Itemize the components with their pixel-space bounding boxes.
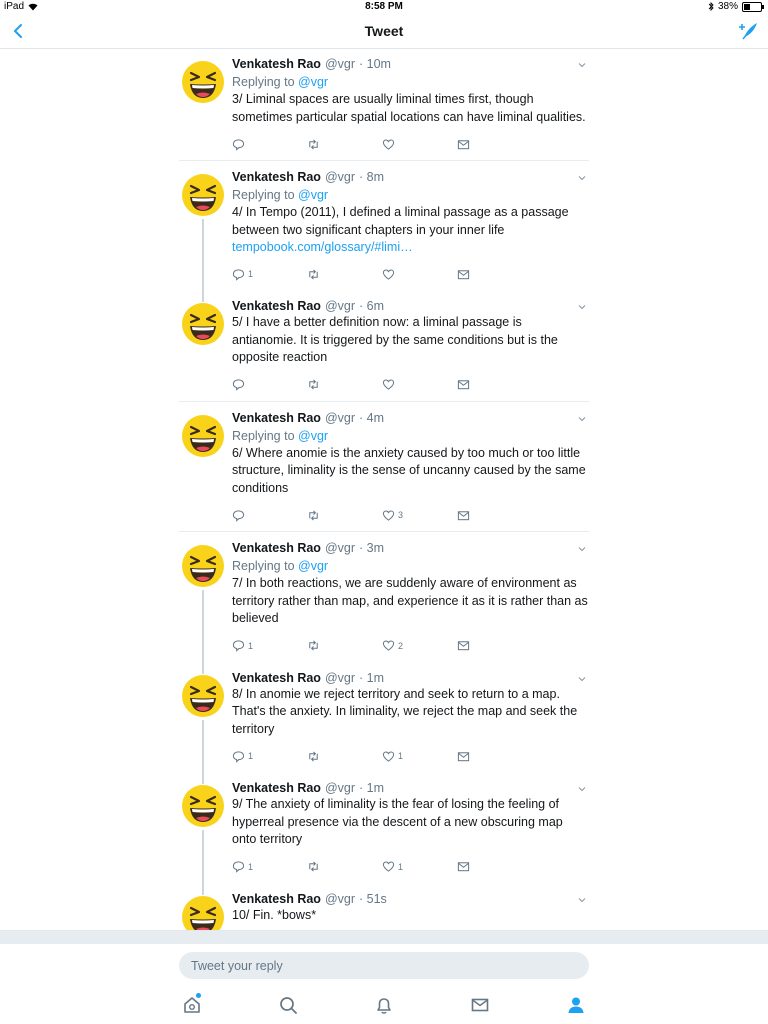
like-button[interactable] xyxy=(382,268,457,281)
reply-button[interactable] xyxy=(232,378,307,391)
tweet[interactable] xyxy=(179,662,589,773)
replying-to xyxy=(232,427,589,445)
reply-input[interactable] xyxy=(179,952,589,979)
retweet-icon xyxy=(307,509,320,522)
avatar[interactable] xyxy=(181,173,225,217)
tweet[interactable] xyxy=(179,290,589,402)
like-button[interactable] xyxy=(382,639,457,652)
retweet-button[interactable] xyxy=(307,378,382,391)
envelope-icon xyxy=(457,268,470,281)
tweet-time: · 1m xyxy=(359,670,384,685)
reply-icon xyxy=(232,750,245,763)
retweet-button[interactable] xyxy=(307,509,382,522)
avatar[interactable] xyxy=(181,544,225,588)
profile-icon[interactable] xyxy=(565,994,587,1016)
heart-icon xyxy=(382,378,395,391)
tweet-actions xyxy=(232,264,589,284)
tweet-time: · 51s xyxy=(359,891,387,906)
author-handle[interactable]: @vgr xyxy=(324,781,355,795)
tweet-actions xyxy=(232,134,589,154)
replying-mention[interactable]: @vgr xyxy=(298,428,329,443)
direct-message-button[interactable] xyxy=(457,268,532,281)
author-name[interactable]: Venkatesh Rao xyxy=(232,170,321,184)
like-count: 1 xyxy=(398,751,404,761)
status-bar xyxy=(0,0,768,14)
direct-message-button[interactable] xyxy=(457,378,532,391)
retweet-button[interactable] xyxy=(307,268,382,281)
reply-icon xyxy=(232,378,245,391)
reply-button[interactable] xyxy=(232,268,307,281)
device-label: iPad xyxy=(4,1,25,12)
tweet-actions xyxy=(232,636,589,656)
tweet-time: · 10m xyxy=(359,57,391,71)
envelope-icon xyxy=(457,639,470,652)
author-handle[interactable]: @vgr xyxy=(324,410,355,425)
author-handle[interactable]: @vgr xyxy=(324,170,355,184)
like-count: 2 xyxy=(398,640,404,651)
new-tweets-dot xyxy=(196,993,201,998)
author-name[interactable]: Venkatesh Rao xyxy=(232,541,321,555)
replying-label: Replying to xyxy=(232,428,299,443)
envelope-icon xyxy=(457,138,470,151)
tweet-text: 5/ I have a better definition now: a liminal passage is antianomie. It is triggered by the same conditions but is the opposite reaction xyxy=(232,315,562,364)
tweet-actions xyxy=(232,375,589,395)
tweet-time: · 3m xyxy=(359,541,384,555)
author-name[interactable]: Venkatesh Rao xyxy=(232,57,321,71)
clock: 8:58 PM xyxy=(365,1,403,12)
like-button[interactable] xyxy=(382,378,457,391)
tweet-text: 3/ Liminal spaces are usually liminal times first, though sometimes particular spatial locations can have liminal qualities. xyxy=(232,92,586,124)
retweet-icon xyxy=(307,860,320,873)
reply-icon xyxy=(232,138,245,151)
retweet-button[interactable] xyxy=(307,860,382,873)
chevron-down-icon[interactable] xyxy=(577,414,587,424)
direct-message-button[interactable] xyxy=(457,509,532,522)
tweet[interactable] xyxy=(179,161,589,290)
author-handle[interactable]: @vgr xyxy=(324,57,355,71)
heart-icon xyxy=(382,639,395,652)
tweet-time: · 4m xyxy=(359,410,384,425)
retweet-button[interactable] xyxy=(307,750,382,763)
replying-to xyxy=(232,186,589,204)
envelope-icon xyxy=(457,378,470,391)
tweet[interactable] xyxy=(179,48,589,161)
envelope-icon xyxy=(457,509,470,522)
bluetooth-icon xyxy=(708,2,714,11)
replying-label: Replying to xyxy=(232,75,299,89)
like-button[interactable] xyxy=(382,138,457,151)
chevron-down-icon[interactable] xyxy=(577,784,587,794)
reply-count: 1 xyxy=(248,269,254,279)
search-icon[interactable] xyxy=(277,994,299,1016)
retweet-button[interactable] xyxy=(307,138,382,151)
retweet-icon xyxy=(307,639,320,652)
heart-icon xyxy=(382,750,395,763)
direct-message-button[interactable] xyxy=(457,750,532,763)
author-handle[interactable]: @vgr xyxy=(324,541,355,555)
reply-icon xyxy=(232,268,245,281)
envelope-icon xyxy=(457,860,470,873)
envelope-icon xyxy=(457,750,470,763)
direct-message-button[interactable] xyxy=(457,639,532,652)
tweet-time: · 1m xyxy=(359,781,384,795)
chevron-down-icon[interactable] xyxy=(577,895,587,905)
direct-message-button[interactable] xyxy=(457,138,532,151)
heart-icon xyxy=(382,509,395,522)
author-name[interactable]: Venkatesh Rao xyxy=(232,410,321,425)
reply-icon xyxy=(232,639,245,652)
tweet-text: 4/ In Tempo (2011), I defined a liminal passage as a passage between two significant chapters in your inner life xyxy=(232,205,573,237)
replying-to xyxy=(232,73,589,91)
reply-icon xyxy=(232,509,245,522)
avatar[interactable] xyxy=(181,60,225,104)
reply-count: 1 xyxy=(248,640,254,651)
reply-button[interactable] xyxy=(232,509,307,522)
like-count: 3 xyxy=(398,510,404,520)
battery-icon xyxy=(742,2,762,12)
like-count: 1 xyxy=(398,861,404,872)
retweet-icon xyxy=(307,378,320,391)
reply-button[interactable] xyxy=(232,138,307,151)
retweet-icon xyxy=(307,750,320,763)
battery-percent: 38% xyxy=(717,1,738,12)
tweet-time: · 8m xyxy=(359,170,384,184)
heart-icon xyxy=(382,138,395,151)
tweet-thread xyxy=(179,48,592,958)
chevron-down-icon[interactable] xyxy=(577,302,587,312)
reply-count: 1 xyxy=(248,861,254,872)
author-name[interactable]: Venkatesh Rao xyxy=(232,670,321,685)
reply-button[interactable] xyxy=(232,639,307,652)
tweet-time: · 6m xyxy=(359,299,384,313)
tweet[interactable] xyxy=(179,532,592,662)
author-handle[interactable]: @vgr xyxy=(324,891,355,906)
chevron-down-icon[interactable] xyxy=(577,544,587,554)
page-title: Tweet xyxy=(364,23,404,39)
tab-bar xyxy=(0,986,768,1024)
heart-icon xyxy=(382,268,395,281)
direct-message-button[interactable] xyxy=(457,860,532,873)
chevron-down-icon[interactable] xyxy=(577,674,587,684)
navigation-bar xyxy=(0,14,768,49)
notifications-bell-icon[interactable] xyxy=(373,994,395,1016)
replying-mention[interactable]: @vgr xyxy=(298,188,329,202)
like-button[interactable] xyxy=(382,750,457,763)
tweet-text: 8/ In anomie we reject territory and seek to return to a map. That's the anxiety. In liminality, we reject the map and seek the territory xyxy=(232,686,581,736)
reply-icon xyxy=(232,860,245,873)
avatar[interactable] xyxy=(181,414,225,458)
tweet[interactable] xyxy=(179,402,589,533)
messages-envelope-icon[interactable] xyxy=(469,994,491,1016)
reply-count: 1 xyxy=(248,751,254,761)
replying-mention[interactable]: @vgr xyxy=(298,75,329,89)
chevron-down-icon[interactable] xyxy=(577,60,587,70)
tweet-text: 10/ Fin. *bows* xyxy=(232,907,317,922)
tweet[interactable] xyxy=(179,772,589,883)
replying-to xyxy=(232,557,589,575)
heart-icon xyxy=(382,860,395,873)
replying-label: Replying to xyxy=(232,188,299,202)
reply-button[interactable] xyxy=(232,860,307,873)
tweet-link[interactable]: tempobook.com/glossary/#limi… xyxy=(232,240,413,254)
replying-label: Replying to xyxy=(232,559,299,573)
retweet-button[interactable] xyxy=(307,639,382,652)
retweet-icon xyxy=(307,138,320,151)
tweet-actions xyxy=(232,746,589,766)
tweet-actions xyxy=(232,505,589,525)
chevron-down-icon[interactable] xyxy=(577,173,587,183)
tweet-text: 7/ In both reactions, we are suddenly aware of environment as territory rather than map, and experience it as it is rather than as believed xyxy=(232,576,592,625)
tweet-actions xyxy=(232,857,589,877)
tweet-text: 6/ Where anomie is the anxiety caused by too much or too little structure, liminality is the sense of uncanny caused by the same conditions xyxy=(232,445,590,495)
avatar[interactable] xyxy=(181,784,225,828)
author-handle[interactable]: @vgr xyxy=(324,670,355,685)
author-name[interactable]: Venkatesh Rao xyxy=(232,299,321,313)
reply-button[interactable] xyxy=(232,750,307,763)
tweet-text: 9/ The anxiety of liminality is the fear of losing the feeling of hyperreal presence via the descent of a new obscuring map onto territory xyxy=(232,797,567,846)
retweet-icon xyxy=(307,268,320,281)
author-handle[interactable]: @vgr xyxy=(324,299,355,313)
replying-mention[interactable]: @vgr xyxy=(298,559,329,573)
like-button[interactable] xyxy=(382,509,457,522)
compose-tweet-icon[interactable] xyxy=(738,20,760,42)
avatar[interactable] xyxy=(181,674,225,718)
like-button[interactable] xyxy=(382,860,457,873)
avatar[interactable] xyxy=(181,302,225,346)
author-name[interactable]: Venkatesh Rao xyxy=(232,781,321,795)
author-name[interactable]: Venkatesh Rao xyxy=(232,891,321,906)
